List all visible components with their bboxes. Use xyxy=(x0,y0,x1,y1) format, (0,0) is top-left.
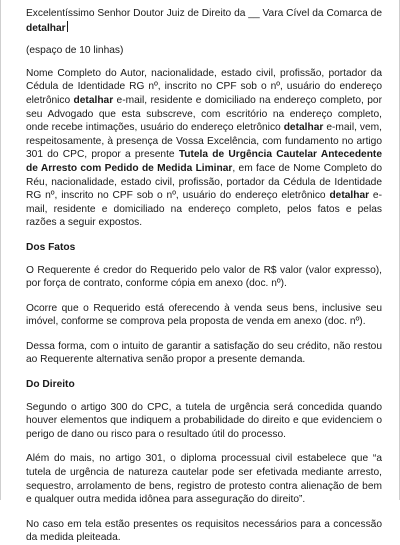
law-paragraph-2 xyxy=(26,452,382,506)
facts-heading: Dos Fatos xyxy=(26,241,76,253)
law-text-3: No caso em tela estão presentes os requisitos necessários para a concessão da medida pleiteada. xyxy=(26,518,382,544)
intro-text-2: e-mail, residente e domiciliado na endereço completo, por seu Advogado que esta subscreve, com escritório na endereço completo, onde recebe intimações, usuário do endereço eletrônico xyxy=(26,94,382,134)
court-name-placeholder[interactable]: detalhar xyxy=(26,22,66,34)
law-text-1: Segundo o artigo 300 do CPC, a tutela de urgência será concedida quando houver elementos que indiquem a probabilidade do direito e que evidenciem o perigo de dano ou risco para o resultado útil do processo. xyxy=(26,401,382,440)
intro-text-5: e-mail, residente e domiciliado na endereço completo, pelos fatos e pelas razões a seguir expostos. xyxy=(26,190,382,229)
facts-text-1: O Requerente é credor do Requerido pelo valor de R$ valor (valor expresso), por força de contrato, conforme cópia em anexo (doc. nº). xyxy=(26,264,382,290)
facts-paragraph-3 xyxy=(26,340,382,367)
author-email-placeholder[interactable]: detalhar xyxy=(73,94,114,106)
facts-text-2: Ocorre que o Requerido está oferecendo à venda seus bens, inclusive seu imóvel, conforme se comprova pela proposta de venda em anexo (doc. nº). xyxy=(26,302,382,328)
intro-text-1: Nome Completo do Autor, nacionalidade, estado civil, profissão, portador da Cédula de Identidade RG nº, inscrito no CPF sob o nº, usuário do endereço eletrônico xyxy=(26,67,382,106)
action-title: Tutela de Urgência Cautelar Antecedente de Arresto com Pedido de Medida Liminar xyxy=(26,149,382,174)
facts-text-3: Dessa forma, com o intuito de garantir a satisfação do seu crédito, não restou ao Requerente alternativa senão propor a presente demanda. xyxy=(26,340,382,366)
spacing-note: (espaço de 10 linhas) xyxy=(26,45,124,57)
defendant-email-placeholder[interactable]: detalhar xyxy=(329,190,370,202)
lawyer-email-placeholder[interactable]: detalhar xyxy=(283,122,324,134)
law-text-2: Além do mais, no artigo 301, o diploma processual civil estabelece que “a tutela de urgência de natureza cautelar pode ser efetivada mediante arresto, sequestro, arrolamento de bens, registro de protesto contra alienação de bem e qualquer outra medida idônea para asseguração do direito”. xyxy=(26,453,382,506)
law-paragraph-1 xyxy=(26,401,382,442)
facts-paragraph-1 xyxy=(26,264,382,291)
text-cursor xyxy=(67,21,68,32)
court-address-line: Excelentíssimo Senhor Doutor Juiz de Direito da __ Vara Cível da Comarca de xyxy=(26,8,382,19)
law-heading: Do Direito xyxy=(26,379,75,391)
intro-text-3: e-mail, vem, respeitosamente, à presença de Vossa Excelência, com fundamento no artigo 301 do CPC, propor a presente xyxy=(26,122,382,161)
intro-paragraph xyxy=(26,67,382,230)
law-paragraph-3 xyxy=(26,518,382,545)
court-address-line-2 xyxy=(26,21,382,36)
facts-paragraph-2 xyxy=(26,302,382,329)
intro-text-4: , em face de Nome Completo do Réu, nacionalidade, estado civil, profissão, portador da Cédula de Identidade RG nº, inscrito no CPF sob o nº, usuário do endereço eletrônico xyxy=(26,162,382,202)
